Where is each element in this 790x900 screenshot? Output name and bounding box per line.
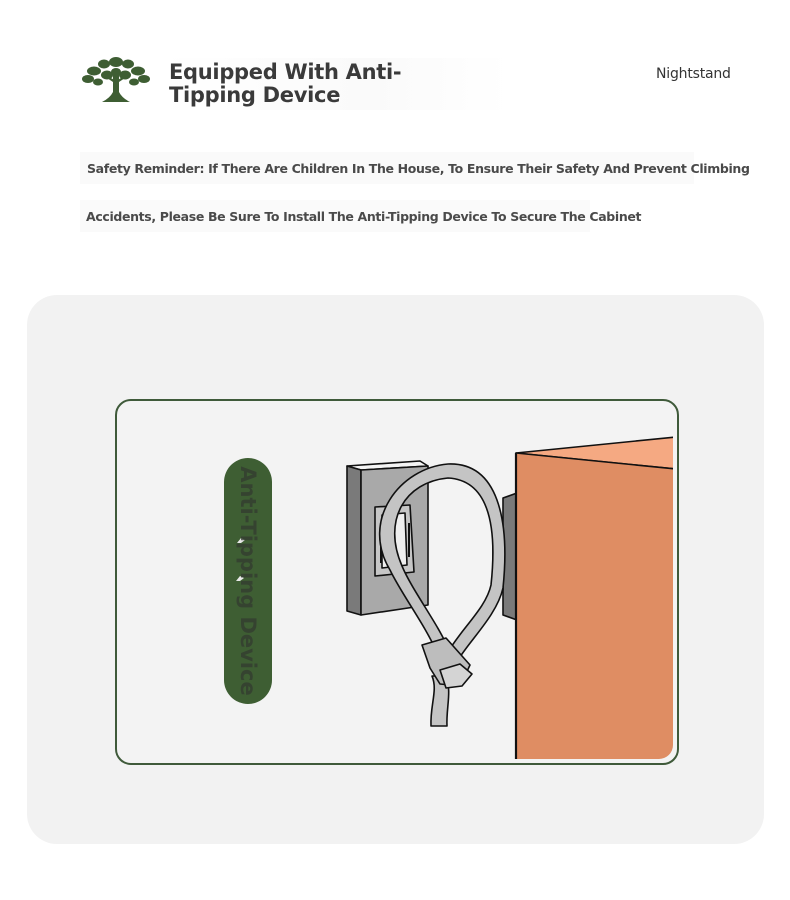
strip-label: Anti-Tipping Device xyxy=(236,466,260,696)
safety-reminder-line-2: Accidents, Please Be Sure To Install The Anti-Tipping Device To Secure The Cabinet xyxy=(86,209,642,224)
safety-reminder-line-1: Safety Reminder: If There Are Children In The House, To Ensure Their Safety And Prevent Climbing xyxy=(87,161,750,176)
category-label: Nightstand xyxy=(656,66,731,82)
cabinet xyxy=(516,437,676,770)
page-title: Equipped With Anti-Tipping Device xyxy=(169,60,402,107)
